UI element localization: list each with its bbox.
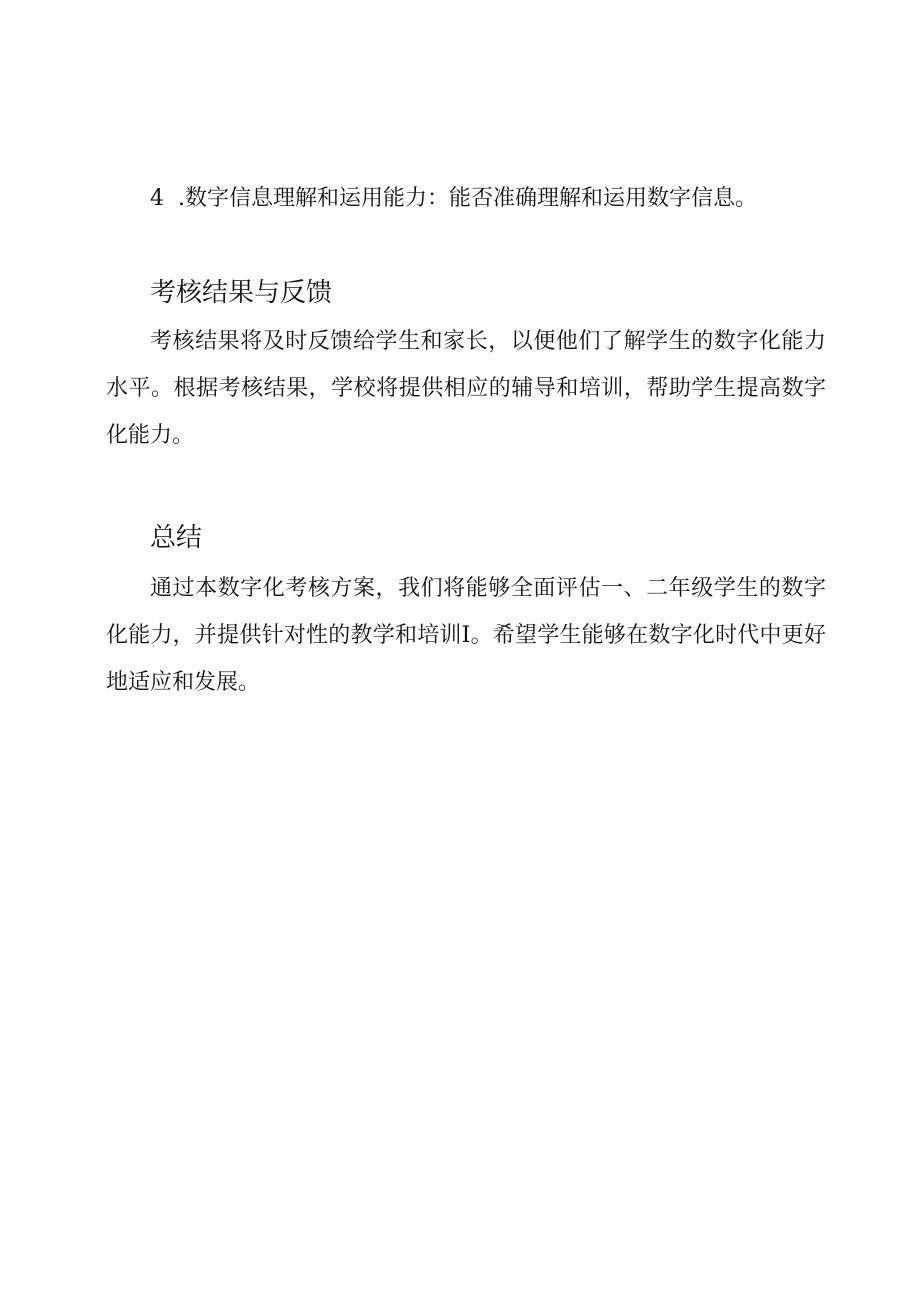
section-paragraph-assessment-feedback: 考核结果将及时反馈给学生和家长，以便他们了解学生的数字化能力水平。根据考核结果，学校将提供相应的辅导和培训，帮助学生提高数字化能力。 [106, 329, 826, 448]
list-item-4 [150, 182, 757, 216]
section-paragraph-summary: 通过本数字化考核方案，我们将能够全面评估一、二年级学生的数字化能力，并提供针对性的教学和培训I。希望学生能够在数字化时代中更好地适应和发展。 [106, 576, 826, 695]
list-item-number: 4 [150, 186, 164, 211]
section-heading-summary: 总结 [150, 523, 203, 553]
section-heading-assessment-feedback: 考核结果与反馈 [150, 278, 333, 308]
list-item-text: .数字信息理解和运用能力：能否准确理解和运用数字信息。 [178, 186, 757, 211]
